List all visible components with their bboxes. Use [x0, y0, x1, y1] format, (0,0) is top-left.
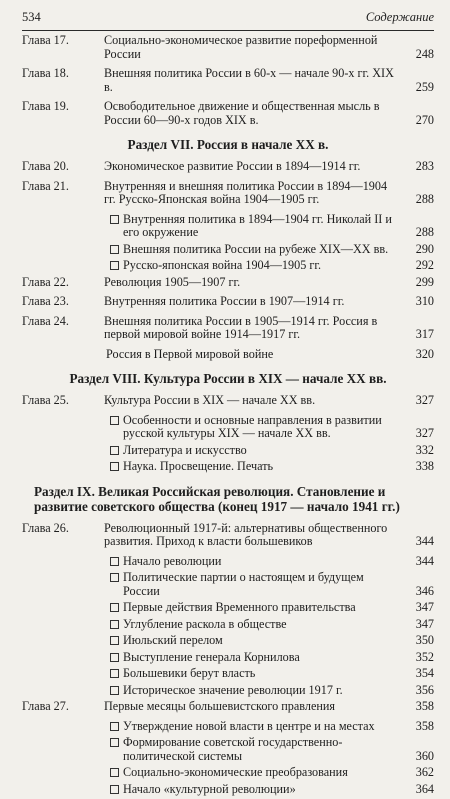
entry-page-number: 347 — [415, 616, 434, 631]
toc-chapter-entry[interactable] — [22, 315, 434, 342]
checkbox-bullet-icon — [110, 245, 119, 254]
toc-subentry[interactable] — [22, 667, 434, 681]
entry-title: Большевики берут власть — [123, 666, 256, 680]
toc-chapter-entry[interactable] — [22, 394, 434, 408]
chapter-label: Глава 27. — [22, 699, 69, 713]
entry-title: Русско-японская война 1904—1905 гг. — [123, 258, 322, 272]
entry-title: Начало революции — [123, 553, 222, 568]
toc-subentry[interactable] — [22, 259, 434, 273]
toc-subentry[interactable] — [22, 684, 434, 698]
checkbox-bullet-icon — [110, 653, 119, 662]
toc-chapter-entry[interactable] — [22, 276, 434, 290]
entry-title: Экономическое развитие России в 1894—1914 гг. — [104, 159, 361, 173]
table-of-contents — [22, 34, 434, 799]
checkbox-bullet-icon — [110, 573, 119, 582]
entry-title: Выступление генерала Корнилова — [123, 649, 300, 664]
entry-title: Утверждение новой власти в центре и на местах — [123, 718, 375, 733]
page-number: 534 — [22, 10, 41, 24]
checkbox-bullet-icon — [110, 215, 119, 224]
chapter-label: Глава 18. — [22, 66, 69, 80]
entry-title: Первые месяцы большевистского правления — [104, 699, 336, 713]
toc-subentry[interactable] — [22, 651, 434, 665]
entry-page-number: 350 — [415, 633, 434, 647]
entry-page-number: 327 — [415, 426, 434, 440]
section-heading: Раздел VIII. Культура России в XIX — начале XX вв. — [69, 371, 387, 386]
entry-title: Россия в Первой мировой войне — [106, 346, 274, 361]
entry-page-number: 352 — [415, 649, 434, 664]
checkbox-bullet-icon — [110, 738, 119, 747]
checkbox-bullet-icon — [110, 557, 119, 566]
toc-subentry[interactable] — [22, 571, 434, 598]
toc-chapter-entry[interactable] — [22, 295, 434, 309]
section-heading: Раздел VII. Россия в начале XX в. — [127, 137, 329, 152]
checkbox-bullet-icon — [110, 686, 119, 695]
entry-page-number: 288 — [415, 192, 434, 206]
chapter-label: Глава 19. — [22, 99, 69, 113]
checkbox-bullet-icon — [110, 620, 119, 629]
toc-subentry[interactable] — [22, 618, 434, 632]
entry-page-number: 288 — [415, 225, 434, 239]
toc-chapter-entry[interactable] — [22, 160, 434, 174]
chapter-label: Глава 25. — [22, 393, 69, 407]
entry-title: Освободительное движение и общественная мысль в России 60—90-х годов XIX в. — [104, 99, 380, 127]
entry-title: Политические партии о настоящем и будущем России — [123, 570, 364, 598]
chapter-label: Глава 21. — [22, 178, 69, 193]
entry-page-number: 356 — [415, 682, 434, 697]
section-heading: Раздел IX. Великая Российская революция. Становление и развитие советского общества (конец 1917 — начало 1941 гг.) — [34, 483, 400, 514]
entry-page-number: 332 — [415, 442, 434, 457]
entry-title: Внутренняя политика в 1894—1904 гг. Николай II и его окружение — [123, 211, 392, 239]
chapter-label: Глава 17. — [22, 33, 69, 47]
toc-subentry[interactable] — [22, 720, 434, 734]
entry-title: Литература и искусство — [123, 442, 247, 457]
entry-page-number: 362 — [415, 765, 434, 779]
entry-title: Внешняя политика России на рубеже XIX—XX вв. — [123, 241, 389, 256]
entry-title: Социально-экономическое развитие пореформенной России — [104, 33, 378, 61]
chapter-label: Глава 26. — [22, 520, 69, 535]
checkbox-bullet-icon — [110, 768, 119, 777]
toc-subentry[interactable] — [22, 601, 434, 615]
entry-page-number: 292 — [415, 258, 434, 272]
toc-subentry[interactable] — [22, 634, 434, 648]
entry-page-number: 317 — [415, 327, 434, 341]
entry-page-number: 346 — [415, 583, 434, 598]
entry-title: Июльский перелом — [123, 633, 223, 647]
chapter-label: Глава 24. — [22, 313, 69, 328]
toc-chapter-entry[interactable] — [22, 34, 434, 61]
toc-subentry[interactable] — [22, 213, 434, 240]
toc-chapter-entry[interactable] — [22, 522, 434, 549]
entry-title: Социально-экономические преобразования — [123, 765, 348, 779]
toc-chapter-entry[interactable] — [22, 180, 434, 207]
entry-title: Наука. Просвещение. Печать — [123, 459, 274, 473]
entry-title: Историческое значение революции 1917 г. — [123, 682, 343, 697]
entry-title: Внутренняя и внешняя политика России в 1894—1904 гг. Русско-Японская война 1904—1905 гг. — [104, 178, 388, 206]
entry-page-number: 360 — [415, 748, 434, 763]
entry-title: Начало «культурной революции» — [123, 781, 296, 796]
chapter-label: Глава 22. — [22, 274, 69, 289]
checkbox-bullet-icon — [110, 636, 119, 645]
entry-page-number: 344 — [415, 553, 434, 568]
toc-subentry[interactable] — [22, 243, 434, 257]
toc-subentry[interactable] — [22, 414, 434, 441]
checkbox-bullet-icon — [110, 669, 119, 678]
entry-page-number: 290 — [415, 241, 434, 256]
entry-title: Формирование советской государственно-политической системы — [123, 735, 343, 763]
entry-page-number: 364 — [415, 781, 434, 796]
entry-title: Внешняя политика России в 1905—1914 гг. Россия в первой мировой войне 1914—1917 гг. — [104, 313, 378, 341]
entry-page-number: 354 — [415, 666, 434, 680]
entry-page-number: 270 — [415, 112, 434, 127]
chapter-label: Глава 20. — [22, 159, 69, 173]
entry-title: Углубление раскола в обществе — [123, 616, 287, 631]
checkbox-bullet-icon — [110, 416, 119, 425]
toc-subentry[interactable] — [22, 766, 434, 780]
checkbox-bullet-icon — [110, 603, 119, 612]
entry-title: Первые действия Временного правительства — [123, 600, 356, 614]
toc-chapter-entry[interactable] — [22, 100, 434, 127]
entry-page-number: 338 — [415, 459, 434, 473]
entry-page-number: 327 — [415, 393, 434, 407]
toc-subentry[interactable] — [22, 348, 434, 362]
entry-page-number: 358 — [415, 699, 434, 713]
running-head: Содержание — [365, 10, 434, 24]
entry-title: Революция 1905—1907 гг. — [104, 274, 241, 289]
toc-subentry[interactable] — [22, 460, 434, 474]
chapter-label: Глава 23. — [22, 294, 69, 308]
toc-subentry[interactable] — [22, 783, 434, 797]
checkbox-bullet-icon — [110, 722, 119, 731]
toc-subentry[interactable] — [22, 444, 434, 458]
checkbox-bullet-icon — [110, 785, 119, 794]
entry-page-number: 248 — [415, 46, 434, 61]
checkbox-bullet-icon — [110, 261, 119, 270]
entry-page-number: 259 — [415, 79, 434, 94]
entry-title: Особенности и основные направления в развитии русской культуры XIX — начале XX вв. — [123, 412, 382, 440]
entry-title: Внутренняя политика России в 1907—1914 гг. — [104, 294, 345, 308]
entry-page-number: 358 — [415, 718, 434, 733]
toc-subentry[interactable] — [22, 555, 434, 569]
checkbox-bullet-icon — [110, 446, 119, 455]
entry-page-number: 320 — [415, 346, 434, 361]
entry-page-number: 310 — [415, 294, 434, 308]
page-header — [22, 4, 434, 31]
entry-page-number: 347 — [415, 600, 434, 614]
entry-page-number: 344 — [415, 534, 434, 548]
entry-title: Революционный 1917-й: альтернативы общественного развития. Приход к власти большевиков — [104, 520, 388, 548]
toc-chapter-entry[interactable] — [22, 67, 434, 94]
checkbox-bullet-icon — [110, 462, 119, 471]
entry-title: Культура России в XIX — начале XX вв. — [104, 393, 316, 407]
toc-subentry[interactable] — [22, 736, 434, 763]
entry-title: Внешняя политика России в 60-х — начале 90-х гг. XIX в. — [104, 66, 394, 94]
entry-page-number: 299 — [415, 274, 434, 289]
entry-page-number: 283 — [415, 159, 434, 173]
toc-chapter-entry[interactable] — [22, 700, 434, 714]
